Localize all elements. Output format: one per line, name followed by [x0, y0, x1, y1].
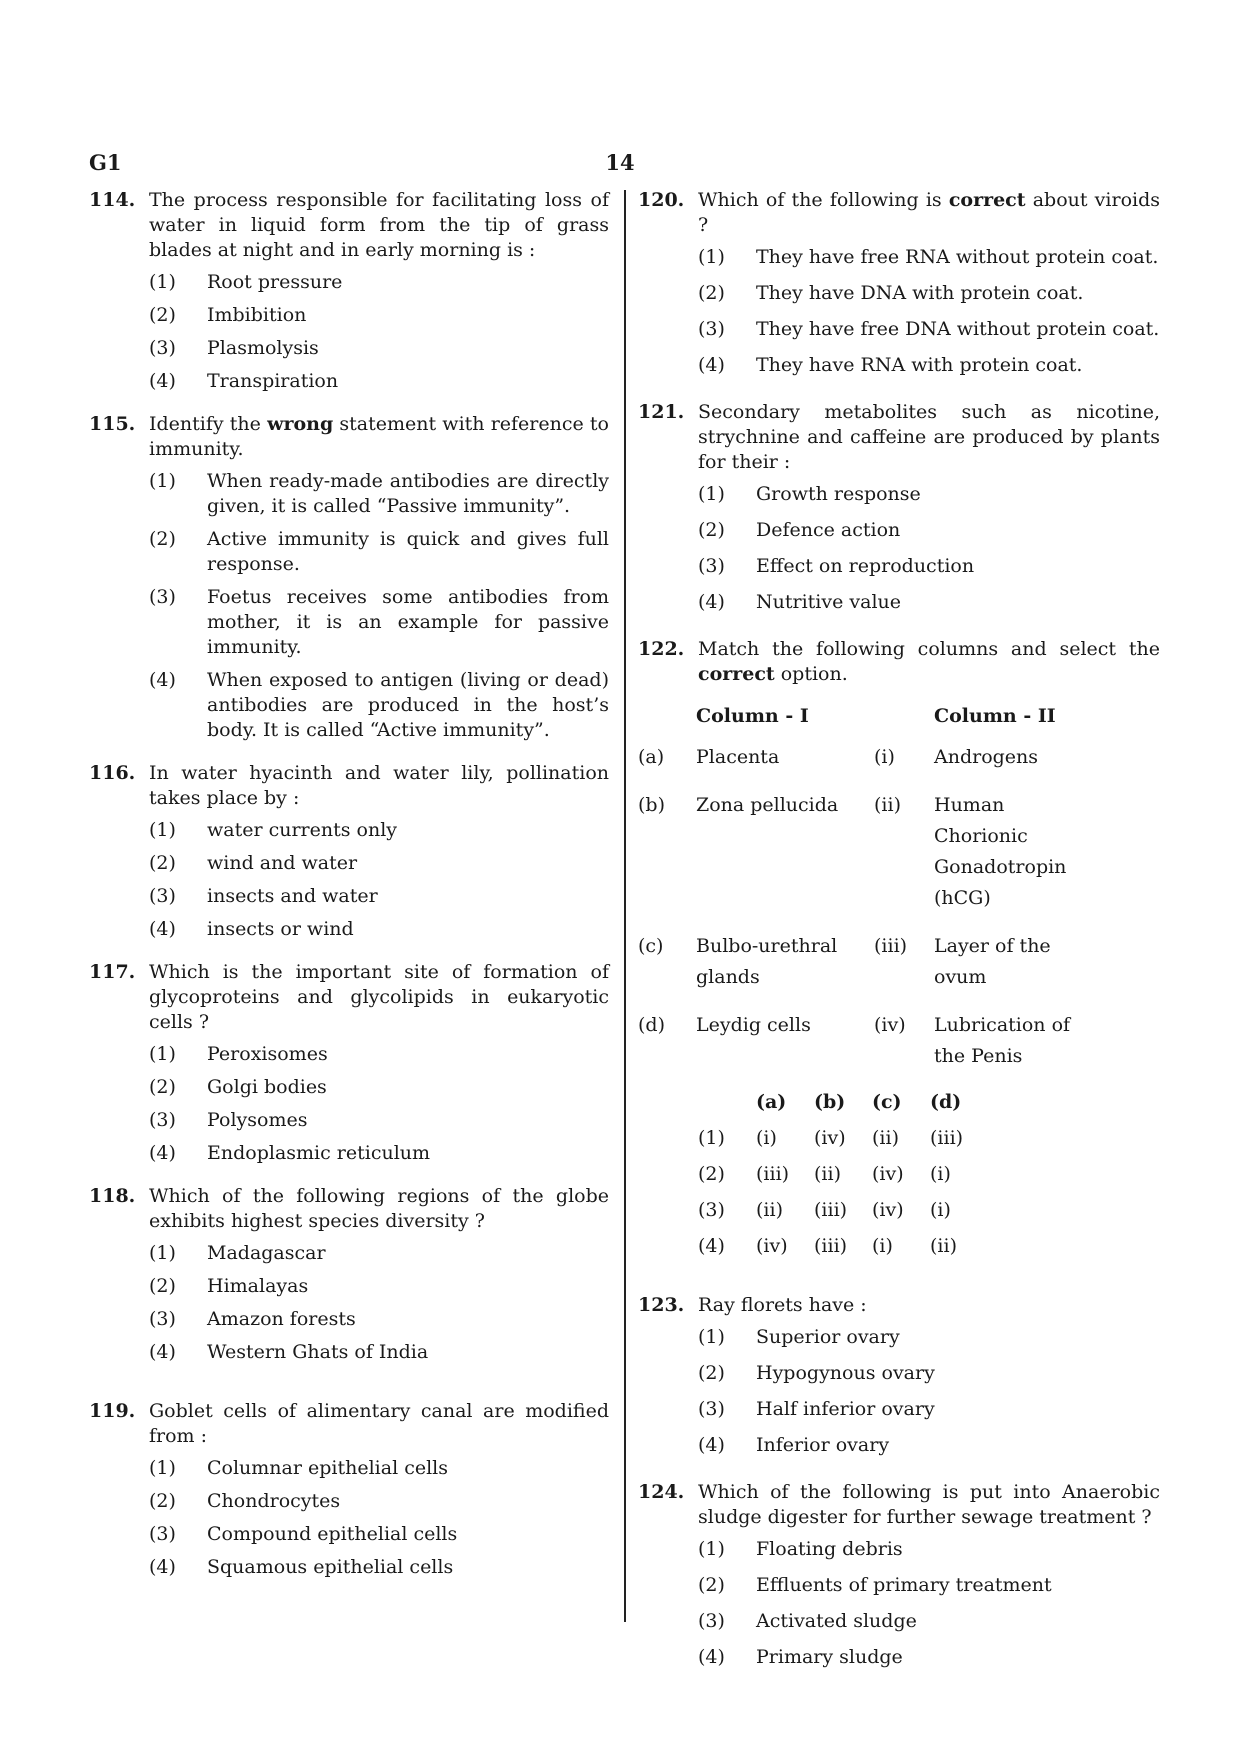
option-text: When exposed to antigen (living or dead) antibodies are produced in the host’s body. It is called “Active immunity”.: [207, 669, 609, 741]
option-number: (3): [149, 1523, 176, 1545]
option-text: Root pressure: [207, 271, 343, 293]
option-number: (2): [149, 1076, 176, 1098]
question-number: 116.: [89, 762, 136, 784]
options-list: [698, 1537, 1160, 1670]
option-4: [698, 1645, 1160, 1670]
match-table: [638, 701, 1104, 1089]
option-text: insects and water: [207, 885, 378, 907]
answer-cell: (ii): [814, 1163, 841, 1185]
option-2: [149, 1075, 609, 1100]
option-3: [149, 336, 609, 361]
question-number: 122.: [638, 638, 685, 660]
option-text: Effect on reproduction: [756, 555, 975, 577]
option-3: [698, 554, 1160, 579]
column-2-header: Column - II: [934, 705, 1056, 727]
match-row: [638, 790, 1104, 931]
option-text: They have DNA with protein coat.: [756, 282, 1084, 304]
option-2: [698, 281, 1160, 306]
option-text: Transpiration: [207, 370, 339, 392]
answer-cell: (iv): [872, 1163, 904, 1185]
option-text: wind and water: [207, 852, 358, 874]
option-3: [149, 585, 609, 660]
question-123: [638, 1293, 1160, 1458]
option-number: (4): [149, 1556, 176, 1578]
option-number: (2): [149, 528, 176, 550]
option-number: (1): [149, 1043, 176, 1065]
answer-codes-table: [698, 1089, 988, 1269]
option-4: [149, 1555, 609, 1580]
options-list: [149, 1042, 609, 1166]
option-1: [149, 270, 609, 295]
options-list: [698, 245, 1160, 378]
option-text: Squamous epithelial cells: [207, 1556, 454, 1578]
option-text: Peroxisomes: [207, 1043, 328, 1065]
row-roman: (iii): [874, 935, 908, 957]
option-text: Golgi bodies: [207, 1076, 327, 1098]
option-1: [149, 818, 609, 843]
answer-cell: (i): [872, 1235, 893, 1257]
row-roman: (i): [874, 746, 895, 768]
option-4: [149, 1141, 609, 1166]
option-text: Endoplasmic reticulum: [207, 1142, 431, 1164]
answer-option-number: (3): [698, 1199, 725, 1221]
question-118: [89, 1184, 609, 1365]
option-text: Himalayas: [207, 1275, 309, 1297]
option-2: [149, 1489, 609, 1514]
option-1: [149, 1456, 609, 1481]
option-text: Activated sludge: [756, 1610, 917, 1632]
option-3: [698, 1609, 1160, 1634]
row-item: Zona pellucida: [696, 794, 839, 816]
option-text: Polysomes: [207, 1109, 308, 1131]
question-number: 123.: [638, 1294, 685, 1316]
answer-header: (d): [930, 1091, 962, 1113]
question-stem: In water hyacinth and water lily, pollination takes place by :: [149, 762, 609, 809]
option-2: [149, 851, 609, 876]
option-1: [149, 1042, 609, 1067]
option-number: (1): [149, 470, 176, 492]
option-text: Hypogynous ovary: [756, 1362, 935, 1384]
option-number: (1): [149, 1242, 176, 1264]
option-number: (3): [149, 885, 176, 907]
option-text: Half inferior ovary: [756, 1398, 935, 1420]
option-text: They have RNA with protein coat.: [756, 354, 1083, 376]
option-text: Superior ovary: [756, 1326, 900, 1348]
emphasis-correct: correct: [698, 663, 775, 685]
question-119: [89, 1399, 609, 1580]
answer-option-number: (4): [698, 1235, 725, 1257]
option-2: [149, 1274, 609, 1299]
question-stem: Which of the following regions of the globe exhibits highest species diversity ?: [149, 1185, 609, 1232]
option-text: Active immunity is quick and gives full response.: [207, 528, 609, 575]
option-number: (4): [698, 1434, 725, 1456]
option-number: (4): [698, 1646, 725, 1668]
question-stem: Secondary metabolites such as nicotine, strychnine and caffeine are produced by plants for their :: [698, 401, 1160, 473]
row-item: Leydig cells: [696, 1014, 811, 1036]
option-text: Growth response: [756, 483, 921, 505]
row-item: Placenta: [696, 746, 780, 768]
option-number: (2): [149, 1490, 176, 1512]
options-list: [149, 818, 609, 942]
row-letter: (c): [638, 935, 664, 957]
options-list: [698, 1325, 1160, 1458]
option-text: Inferior ovary: [756, 1434, 890, 1456]
match-row: [638, 1010, 1104, 1089]
option-number: (2): [149, 1275, 176, 1297]
option-text: Plasmolysis: [207, 337, 319, 359]
row-roman: (iv): [874, 1014, 906, 1036]
row-match: Androgens: [934, 746, 1039, 768]
row-letter: (d): [638, 1014, 665, 1036]
emphasis-correct: correct: [948, 189, 1026, 211]
option-number: (3): [149, 337, 176, 359]
answer-header: (b): [814, 1091, 846, 1113]
question-stem: Which of the following is correct about viroids ?: [698, 189, 1161, 236]
question-117: [89, 960, 609, 1166]
question-115: [89, 412, 609, 743]
option-number: (2): [698, 1574, 725, 1596]
answer-option-number: (1): [698, 1127, 725, 1149]
option-1: [698, 245, 1160, 270]
option-number: (4): [149, 918, 176, 940]
option-number: (4): [149, 669, 176, 691]
option-number: (4): [149, 370, 176, 392]
option-number: (3): [149, 1308, 176, 1330]
question-stem: Goblet cells of alimentary canal are modified from :: [149, 1400, 609, 1447]
option-4: [698, 1433, 1160, 1458]
column-divider: [624, 190, 626, 1622]
answer-cell: (i): [930, 1163, 951, 1185]
question-114: [89, 188, 609, 394]
option-number: (3): [698, 318, 725, 340]
option-4: [698, 353, 1160, 378]
answer-cell: (iii): [814, 1235, 848, 1257]
option-number: (2): [149, 852, 176, 874]
answer-row: [698, 1197, 988, 1233]
option-1: [698, 482, 1160, 507]
row-match: Layer of the ovum: [934, 935, 1051, 988]
question-number: 114.: [89, 189, 136, 211]
answer-header: (c): [872, 1091, 902, 1113]
option-3: [698, 317, 1160, 342]
option-text: Nutritive value: [756, 591, 902, 613]
row-letter: (b): [638, 794, 665, 816]
question-116: [89, 761, 609, 942]
option-text: When ready-made antibodies are directly given, it is called “Passive immunity”.: [207, 470, 609, 517]
option-number: (3): [149, 1109, 176, 1131]
option-number: (4): [149, 1341, 176, 1363]
option-4: [149, 1340, 609, 1365]
option-text: Columnar epithelial cells: [207, 1457, 448, 1479]
answer-row: [698, 1125, 988, 1161]
option-3: [149, 1307, 609, 1332]
option-2: [698, 518, 1160, 543]
option-text: Imbibition: [207, 304, 307, 326]
option-4: [698, 590, 1160, 615]
question-stem: Ray florets have :: [698, 1294, 867, 1316]
option-number: (3): [149, 586, 176, 608]
answer-header: (a): [756, 1091, 787, 1113]
row-letter: (a): [638, 746, 665, 768]
row-match: Lubrication of the Penis: [934, 1014, 1071, 1067]
option-3: [698, 1397, 1160, 1422]
option-number: (1): [698, 1326, 725, 1348]
option-text: water currents only: [207, 819, 398, 841]
option-number: (2): [698, 282, 725, 304]
row-match: Human Chorionic Gonadotropin (hCG): [934, 794, 1067, 909]
option-2: [149, 303, 609, 328]
row-item: Bulbo-urethral glands: [696, 935, 838, 988]
question-stem: Match the following columns and select the correct option.: [698, 638, 1160, 685]
answer-cell: (ii): [872, 1127, 899, 1149]
option-text: They have free RNA without protein coat.: [756, 246, 1159, 268]
emphasis-wrong: wrong: [267, 413, 334, 435]
option-number: (1): [149, 271, 176, 293]
option-text: Floating debris: [756, 1538, 903, 1560]
question-stem: Which of the following is put into Anaerobic sludge digester for further sewage treatment ?: [698, 1481, 1160, 1528]
option-2: [698, 1573, 1160, 1598]
answer-row: [698, 1233, 988, 1269]
answer-header-row: [698, 1089, 988, 1125]
row-roman: (ii): [874, 794, 901, 816]
option-number: (1): [698, 246, 725, 268]
answer-cell: (iv): [814, 1127, 846, 1149]
options-list: [149, 270, 609, 394]
option-text: Compound epithelial cells: [207, 1523, 458, 1545]
paper-code: G1: [89, 150, 122, 175]
option-text: Foetus receives some antibodies from mother, it is an example for passive immunity.: [207, 586, 609, 658]
option-text: Western Ghats of India: [207, 1341, 429, 1363]
question-number: 117.: [89, 961, 136, 983]
options-list: [149, 469, 609, 743]
question-121: [638, 400, 1160, 615]
question-122: [638, 637, 1160, 687]
option-number: (1): [149, 1457, 176, 1479]
answer-cell: (iii): [930, 1127, 964, 1149]
option-2: [149, 527, 609, 577]
option-number: (1): [149, 819, 176, 841]
left-column: [89, 188, 609, 1588]
answer-cell: (i): [756, 1127, 777, 1149]
option-number: (1): [698, 483, 725, 505]
question-stem: Which is the important site of formation of glycoproteins and glycolipids in eukaryotic cells ?: [149, 961, 609, 1033]
match-row: [638, 931, 1104, 1010]
option-number: (3): [698, 1610, 725, 1632]
option-text: They have free DNA without protein coat.: [756, 318, 1160, 340]
option-number: (2): [698, 1362, 725, 1384]
option-number: (1): [698, 1538, 725, 1560]
answer-cell: (iii): [814, 1199, 848, 1221]
options-list: [698, 482, 1160, 615]
answer-cell: (iii): [756, 1163, 790, 1185]
question-number: 119.: [89, 1400, 136, 1422]
option-4: [149, 917, 609, 942]
match-row: [638, 742, 1104, 790]
question-number: 115.: [89, 413, 136, 435]
option-1: [698, 1325, 1160, 1350]
option-number: (3): [698, 555, 725, 577]
options-list: [149, 1456, 609, 1580]
question-120: [638, 188, 1160, 378]
question-number: 118.: [89, 1185, 136, 1207]
option-number: (4): [149, 1142, 176, 1164]
option-number: (4): [698, 354, 725, 376]
option-2: [698, 1361, 1160, 1386]
option-number: (2): [698, 519, 725, 541]
question-stem: The process responsible for facilitating loss of water in liquid form from the tip of grass blades at night and in early morning is :: [149, 189, 609, 261]
option-text: Madagascar: [207, 1242, 326, 1264]
answer-cell: (ii): [930, 1235, 957, 1257]
question-number: 121.: [638, 401, 685, 423]
option-text: Primary sludge: [756, 1646, 903, 1668]
option-number: (4): [698, 591, 725, 613]
option-text: Chondrocytes: [207, 1490, 341, 1512]
option-text: Amazon forests: [207, 1308, 356, 1330]
option-1: [149, 469, 609, 519]
answer-cell: (ii): [756, 1199, 783, 1221]
option-text: insects or wind: [207, 918, 354, 940]
question-number: 120.: [638, 189, 685, 211]
option-4: [149, 668, 609, 743]
page-number: 14: [605, 150, 635, 175]
question-stem: Identify the wrong statement with reference to immunity.: [149, 413, 609, 460]
option-3: [149, 1522, 609, 1547]
question-number: 124.: [638, 1481, 685, 1503]
answer-row: [698, 1161, 988, 1197]
answer-cell: (i): [930, 1199, 951, 1221]
options-list: [149, 1241, 609, 1365]
option-text: Effluents of primary treatment: [756, 1574, 1052, 1596]
answer-cell: (iv): [756, 1235, 788, 1257]
option-text: Defence action: [756, 519, 901, 541]
option-3: [149, 884, 609, 909]
option-1: [149, 1241, 609, 1266]
option-number: (3): [698, 1398, 725, 1420]
option-1: [698, 1537, 1160, 1562]
answer-option-number: (2): [698, 1163, 725, 1185]
option-3: [149, 1108, 609, 1133]
match-header-row: [638, 701, 1104, 742]
right-column: [638, 188, 1160, 1681]
question-124: [638, 1480, 1160, 1670]
answer-cell: (iv): [872, 1199, 904, 1221]
column-1-header: Column - I: [696, 705, 809, 727]
option-4: [149, 369, 609, 394]
option-number: (2): [149, 304, 176, 326]
